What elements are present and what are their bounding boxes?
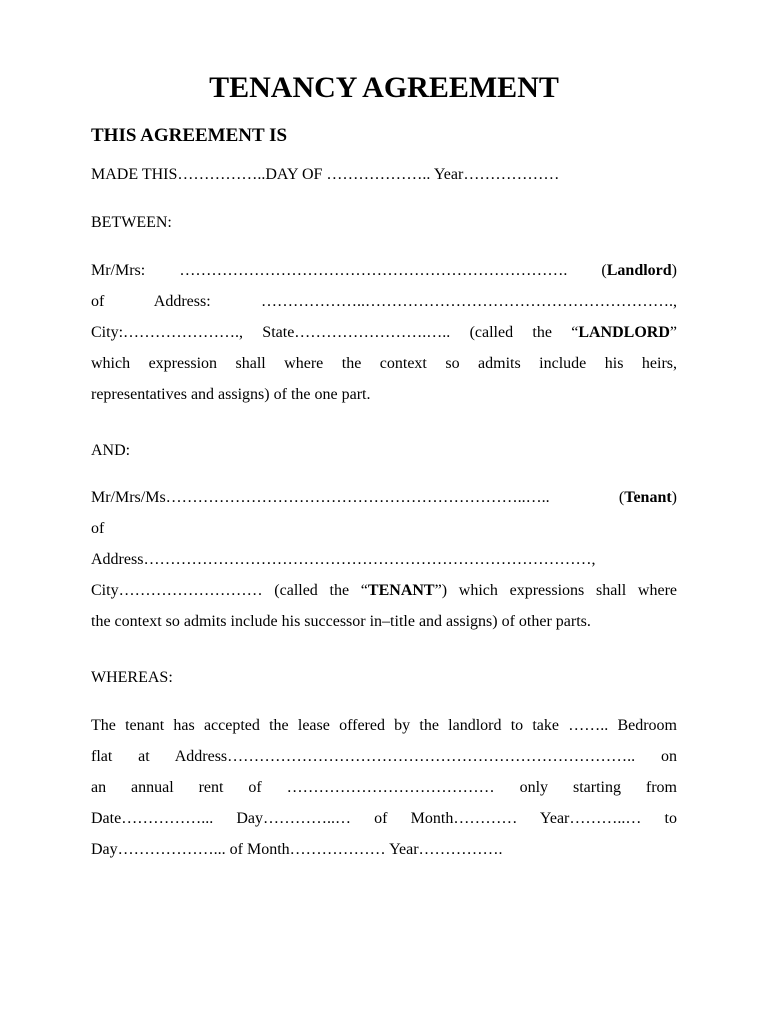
whereas-paragraph [91,710,677,865]
landlord-city-line: City:…………………., State…………………….….. (called the “LANDLORD” [91,324,677,341]
whereas-line-4: Date……………... Day…………..… of Month………… Year………..… to [91,810,677,827]
tenant-of-line: of [91,520,105,537]
and-label: AND: [91,442,131,459]
landlord-clause-line: which expression shall where the context so admits include his heirs, [91,355,677,372]
whereas-line-2: flat at Address………………………………………………………………….. on [91,748,677,765]
whereas-line-3: an annual rent of ………………………………… only starting from [91,779,677,796]
document-title: TENANCY AGREEMENT [209,71,559,104]
tenant-called-label: TENANT [367,582,435,599]
tenant-clause-end: the context so admits include his successor in–title and assigns) of other parts. [91,613,591,630]
landlord-paragraph [91,255,677,410]
whereas-line-5: Day………………... of Month……………… Year……………. [91,841,503,858]
tenant-city-line: City……………………… (called the “TENANT”) which expressions shall where [91,582,678,599]
made-this-line: MADE THIS……………..DAY OF ……………….. Year……………… [91,166,560,183]
landlord-address-line: of Address: ………………..…………………………………………………., [91,293,677,310]
tenant-name-line: Mr/Mrs/Ms…………………………………………………………..….. (Tenant) [91,489,677,506]
landlord-name-line: Mr/Mrs: ………………………………………………………………. (Landlord) [91,262,677,279]
landlord-label: Landlord [606,262,672,279]
tenant-label: Tenant [624,489,672,506]
agreement-heading: THIS AGREEMENT IS [91,125,288,146]
whereas-line-1: The tenant has accepted the lease offered by the landlord to take …….. Bedroom [91,717,677,734]
tenant-address-line: Address…………………………………………………………………………, [91,551,596,568]
tenant-paragraph [91,482,677,637]
landlord-clause-end: representatives and assigns) of the one part. [91,386,371,403]
whereas-label: WHEREAS: [91,669,173,686]
landlord-called-label: LANDLORD [578,324,670,341]
between-label: BETWEEN: [91,214,172,231]
